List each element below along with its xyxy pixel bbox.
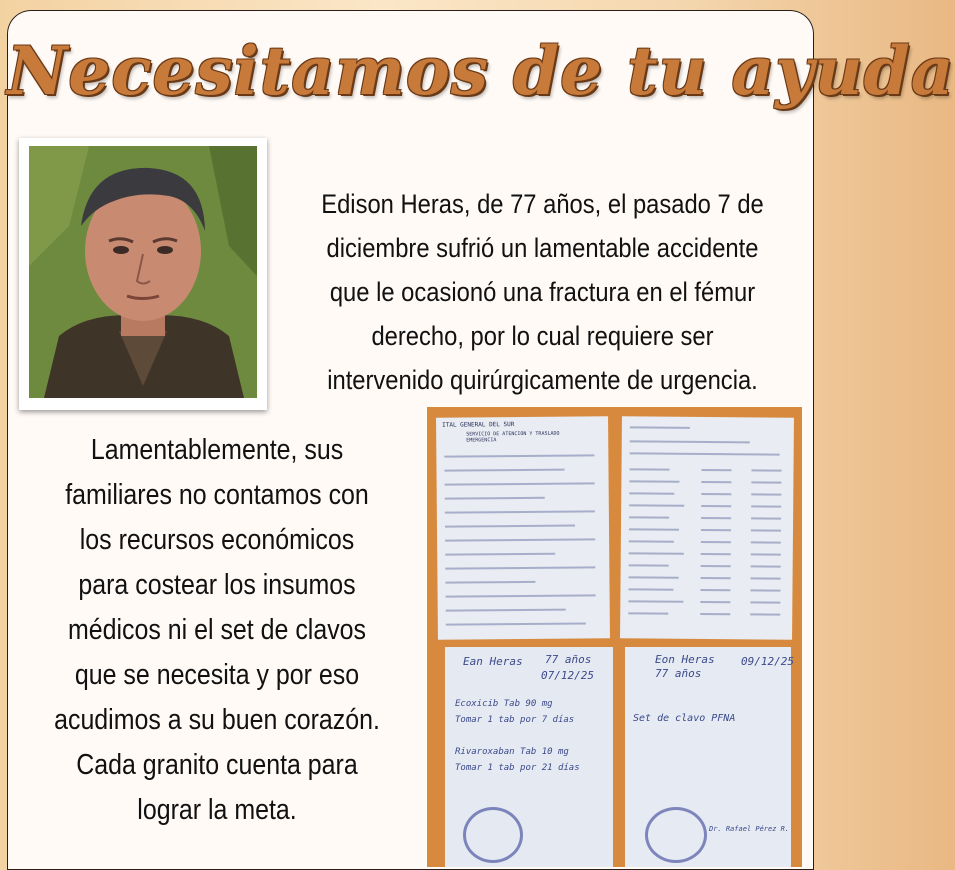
document-checklist [620, 416, 794, 639]
prescription-line: Rivaroxaban Tab 10 mg [455, 747, 569, 757]
patient-name: Eon Heras [655, 653, 715, 666]
portrait-photo [29, 146, 257, 398]
appeal-line: para costear los insumos [78, 569, 356, 601]
appeal-line: Lamentablemente, sus [90, 434, 344, 466]
appeal-line: acudimos a su buen corazón. [54, 704, 380, 736]
document-prescription-medication [445, 647, 613, 867]
document-emergency-form [436, 416, 610, 639]
stamp-icon [645, 807, 707, 863]
appeal-paragraph [45, 428, 389, 833]
prescription-date: 07/12/25 [541, 669, 594, 682]
prescription-line: Ecoxicib Tab 90 mg [455, 699, 553, 709]
medical-documents-collage [427, 407, 802, 867]
appeal-line: lograr la meta. [137, 794, 297, 826]
intro-paragraph [307, 182, 778, 402]
appeal-line: médicos ni el set de clavos [67, 614, 367, 646]
intro-line: derecho, por lo cual requiere ser [371, 321, 714, 351]
appeal-line: que se necesita y por eso [74, 659, 360, 691]
portrait-illustration [29, 146, 257, 398]
patient-name: Ean Heras [463, 655, 523, 668]
prescription-line: Set de clavo PFNA [633, 713, 736, 724]
appeal-line: los recursos económicos [79, 524, 355, 556]
prescription-line: Tomar 1 tab por 7 días [455, 715, 575, 725]
prescription-line: Tomar 1 tab por 21 días [455, 763, 580, 773]
stamp-icon [463, 807, 523, 863]
document-header: ITAL GENERAL DEL SUR [442, 421, 515, 429]
intro-line: intervenido quirúrgicamente de urgencia. [327, 365, 758, 395]
flyer-card [7, 10, 955, 870]
appeal-line: familiares no contamos con [65, 479, 369, 511]
document-subheader: SERVICIO DE ATENCION Y TRASLADO EMERGENCIA [466, 430, 560, 444]
prescription-date: 09/12/25 [741, 655, 794, 668]
patient-age: 77 años [655, 667, 702, 680]
intro-line: Edison Heras, de 77 años, el pasado 7 de [321, 189, 764, 219]
intro-line: que le ocasionó una fractura en el fémur [329, 277, 756, 307]
portrait-frame [19, 138, 267, 410]
doctor-signature: Dr. Rafael Pérez R. [709, 825, 790, 833]
intro-line: diciembre sufrió un lamentable accidente [326, 233, 759, 263]
document-prescription-implant [625, 647, 794, 867]
appeal-line: Cada granito cuenta para [76, 749, 358, 781]
headline-title: Necesitamos de tu ayuda [7, 32, 955, 110]
patient-age: 77 años [545, 653, 592, 666]
